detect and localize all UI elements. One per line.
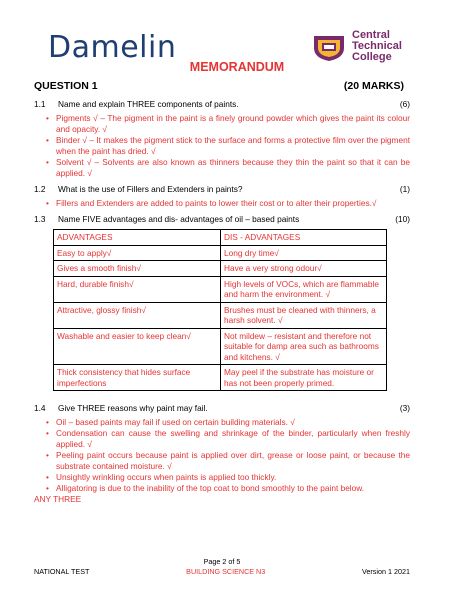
question-number: 1.4 xyxy=(34,403,46,413)
table-cell: Attractive, glossy finish√ xyxy=(54,302,221,328)
footer-center: BUILDING SCIENCE N3 xyxy=(186,567,266,576)
answer-item: • Condensation can cause the swelling and shrinkage of the binder, particularly when freshly applied. √ xyxy=(56,428,410,450)
question-total-marks: (20 MARKS) xyxy=(343,80,404,92)
answer-list-1-1 xyxy=(34,113,410,179)
question-heading xyxy=(34,80,404,92)
question-1-2 xyxy=(34,184,410,195)
footer-left: NATIONAL TEST xyxy=(34,567,90,576)
table-cell: High levels of VOCs, which are flammable and harm the environment. √ xyxy=(221,276,387,302)
table-row xyxy=(54,328,387,365)
question-text: Name and explain THREE components of paints. xyxy=(58,99,239,109)
page-title: MEMORANDUM xyxy=(189,60,285,74)
question-number: 1.1 xyxy=(34,99,46,109)
question-label: QUESTION 1 xyxy=(34,80,98,92)
college-name: Central Technical College xyxy=(352,29,402,63)
question-number: 1.3 xyxy=(34,214,46,224)
answer-item: • Solvent √ – Solvents are also known as thinners because they thin the paint so that it can be applied. √ xyxy=(56,157,410,179)
table-row xyxy=(54,302,387,328)
table-row xyxy=(54,365,387,391)
advantages-table xyxy=(53,229,387,391)
question-text: Name FIVE advantages and dis- advantages of oil – based paints xyxy=(58,214,300,224)
question-marks: (3) xyxy=(399,403,410,413)
damelin-logo-text: Damelin xyxy=(48,30,177,65)
answer-item: • Unsightly wrinkling occurs when paints is applied too thickly. xyxy=(56,472,410,483)
answer-list-1-4 xyxy=(34,417,410,494)
question-marks: (1) xyxy=(399,184,410,194)
answer-item: • Binder √ – It makes the pigment stick to the surface and forms a protective film over the pigment when the paint has dried. √ xyxy=(56,135,410,157)
table-cell: Long dry time√ xyxy=(221,245,387,261)
table-cell: Washable and easier to keep clean√ xyxy=(54,328,221,365)
central-technical-college-logo xyxy=(312,30,402,63)
question-number: 1.2 xyxy=(34,184,46,194)
answer-item: • Oil – based paints may fail if used on certain building materials. √ xyxy=(56,417,410,428)
answer-item: • Fillers and Extenders are added to paints to lower their cost or to alter their properties.√ xyxy=(56,198,410,209)
footer-right: Version 1 2021 xyxy=(362,567,410,576)
page-footer xyxy=(34,557,410,576)
question-1-4 xyxy=(34,403,410,414)
table-cell: Hard, durable finish√ xyxy=(54,276,221,302)
answer-item: • Peeling paint occurs because paint is applied over dirt, grease or loose paint, or because the substrate contained moisture. √ xyxy=(56,450,410,472)
table-cell: Thick consistency that hides surface imperfections xyxy=(54,365,221,391)
table-header: DIS - ADVANTAGES xyxy=(221,230,387,246)
table-row xyxy=(54,261,387,277)
table-cell: Not mildew – resistant and therefore not suitable for damp area such as bathrooms and kitchens. √ xyxy=(221,328,387,365)
answer-item: • Alligatoring is due to the inability of the top coat to bond smoothly to the paint below. xyxy=(56,483,410,494)
table-cell: Easy to apply√ xyxy=(54,245,221,261)
memo-content xyxy=(34,94,410,505)
table-header-row xyxy=(54,230,387,246)
question-text: Give THREE reasons why paint may fail. xyxy=(58,403,208,413)
college-crest-icon xyxy=(312,32,346,62)
table-cell: May peel if the substrate has moisture or has not been properly primed. xyxy=(221,365,387,391)
question-marks: (10) xyxy=(395,214,410,224)
question-1-1 xyxy=(34,99,410,110)
question-text: What is the use of Fillers and Extenders in paints? xyxy=(58,184,243,194)
any-three-note: ANY THREE xyxy=(34,494,82,504)
table-header: ADVANTAGES xyxy=(54,230,221,246)
table-row xyxy=(54,276,387,302)
table-cell: Gives a smooth finish√ xyxy=(54,261,221,277)
table-cell: Brushes must be cleaned with thinners, a harsh solvent. √ xyxy=(221,302,387,328)
question-marks: (6) xyxy=(399,99,410,109)
table-cell: Have a very strong odour√ xyxy=(221,261,387,277)
table-row xyxy=(54,245,387,261)
page-number: Page 2 of 5 xyxy=(203,557,241,566)
answer-list-1-2 xyxy=(34,198,410,209)
question-1-3 xyxy=(34,214,410,225)
answer-item: • Pigments √ – The pigment in the paint is a finely ground powder which gives the paint its colour and opacity. √ xyxy=(56,113,410,135)
